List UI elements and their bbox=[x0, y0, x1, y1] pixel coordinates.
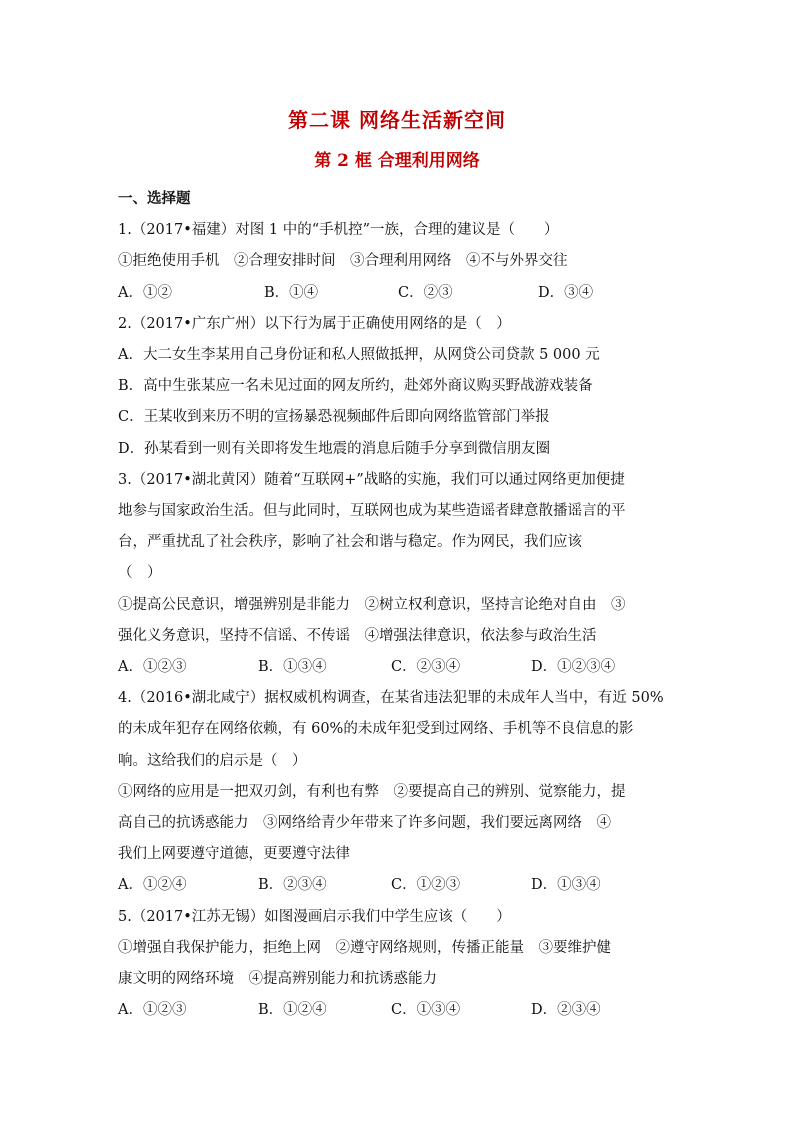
section-heading: 一、选择题 bbox=[118, 191, 191, 207]
question-text: ①拒绝使用手机 ②合理安排时间 ③合理利用网络 ④不与外界交往 bbox=[118, 253, 568, 270]
answer-options bbox=[118, 652, 686, 683]
question-text: ①增强自我保护能力，拒绝上网 ②遵守网络规则，传播正能量 ③要维护健 bbox=[118, 939, 611, 956]
option-d: D．①②③④ bbox=[531, 659, 616, 676]
option-c: C．①③④ bbox=[391, 1002, 461, 1019]
question-3 bbox=[118, 465, 686, 683]
option-b: B．高中生张某应一名未见过面的网友所约，赴郊外商议购买野战游戏装备 bbox=[118, 378, 593, 395]
option-a: A．①②③ bbox=[118, 1002, 187, 1019]
answer-options bbox=[118, 870, 686, 901]
option-c: C．②③ bbox=[398, 284, 453, 301]
question-5 bbox=[118, 902, 686, 1027]
lesson-subtitle: 第 2 框 合理利用网络 bbox=[314, 151, 480, 171]
question-text: ①提高公民意识，增强辨别是非能力 ②树立权利意识，坚持言论绝对自由 ③ bbox=[118, 596, 626, 613]
option-a: A．大二女生李某用自己身份证和私人照做抵押，从网贷公司贷款 5 000 元 bbox=[118, 347, 600, 364]
question-text: 地参与国家政治生活。但与此同时，互联网也成为某些造谣者肆意散播谣言的平 bbox=[118, 503, 626, 520]
question-text: 我们上网要遵守道德，更要遵守法律 bbox=[118, 846, 350, 863]
question-2 bbox=[118, 309, 686, 465]
lesson-title: 第二课 网络生活新空间 bbox=[288, 108, 506, 132]
option-c: C．①②③ bbox=[391, 877, 461, 894]
question-list bbox=[118, 184, 686, 1026]
option-a: A．①②③ bbox=[118, 659, 187, 676]
option-b: B．②③④ bbox=[258, 877, 327, 894]
answer-options bbox=[118, 278, 686, 309]
option-c: C．②③④ bbox=[391, 659, 461, 676]
question-text: 台，严重扰乱了社会秩序，影响了社会和谐与稳定。作为网民，我们应该 bbox=[118, 534, 582, 551]
option-d: D．③④ bbox=[538, 284, 594, 301]
option-a: A．①②④ bbox=[118, 877, 187, 894]
question-1 bbox=[118, 215, 686, 309]
question-text: ①网络的应用是一把双刃剑，有利也有弊 ②要提高自己的辨别、觉察能力，提 bbox=[118, 783, 626, 800]
option-a: A．①② bbox=[118, 284, 172, 301]
option-d: D．②③④ bbox=[531, 1002, 601, 1019]
question-text: 3.（2017•湖北黄冈）随着“互联网+”战略的实施，我们可以通过网络更加便捷 bbox=[118, 471, 625, 488]
option-b: B．①③④ bbox=[258, 659, 327, 676]
question-text: （ ） bbox=[118, 565, 162, 582]
question-text: 康文明的网络环境 ④提高辨别能力和抗诱惑能力 bbox=[118, 971, 437, 988]
question-text: 高自己的抗诱惑能力 ③网络给青少年带来了许多问题，我们要远离网络 ④ bbox=[118, 815, 611, 832]
question-text: 响。这给我们的启示是（ ） bbox=[118, 752, 307, 769]
question-text: 2.（2017•广东广州）以下行为属于正确使用网络的是（ ） bbox=[118, 315, 511, 332]
answer-options bbox=[118, 995, 686, 1026]
option-d: D．①③④ bbox=[531, 877, 601, 894]
question-text: 1.（2017•福建）对图 1 中的“手机控”一族，合理的建议是（ ） bbox=[118, 222, 559, 239]
option-b: B．①②④ bbox=[258, 1002, 327, 1019]
question-text: 5.（2017•江苏无锡）如图漫画启示我们中学生应该（ ） bbox=[118, 908, 511, 925]
question-4 bbox=[118, 683, 686, 901]
question-text: 强化义务意识，坚持不信谣、不传谣 ④增强法律意识，依法参与政治生活 bbox=[118, 627, 597, 644]
option-c: C．王某收到来历不明的宣扬暴恐视频邮件后即向网络监管部门举报 bbox=[118, 409, 550, 426]
option-d: D．孙某看到一则有关即将发生地震的消息后随手分享到微信朋友圈 bbox=[118, 440, 551, 457]
option-b: B．①④ bbox=[264, 284, 319, 301]
question-text: 4.（2016•湖北咸宁）据权威机构调查，在某省违法犯罪的未成年人当中，有近 50% bbox=[118, 690, 664, 707]
question-text: 的未成年犯存在网络依赖，有 60%的未成年犯受到过网络、手机等不良信息的影 bbox=[118, 721, 634, 738]
